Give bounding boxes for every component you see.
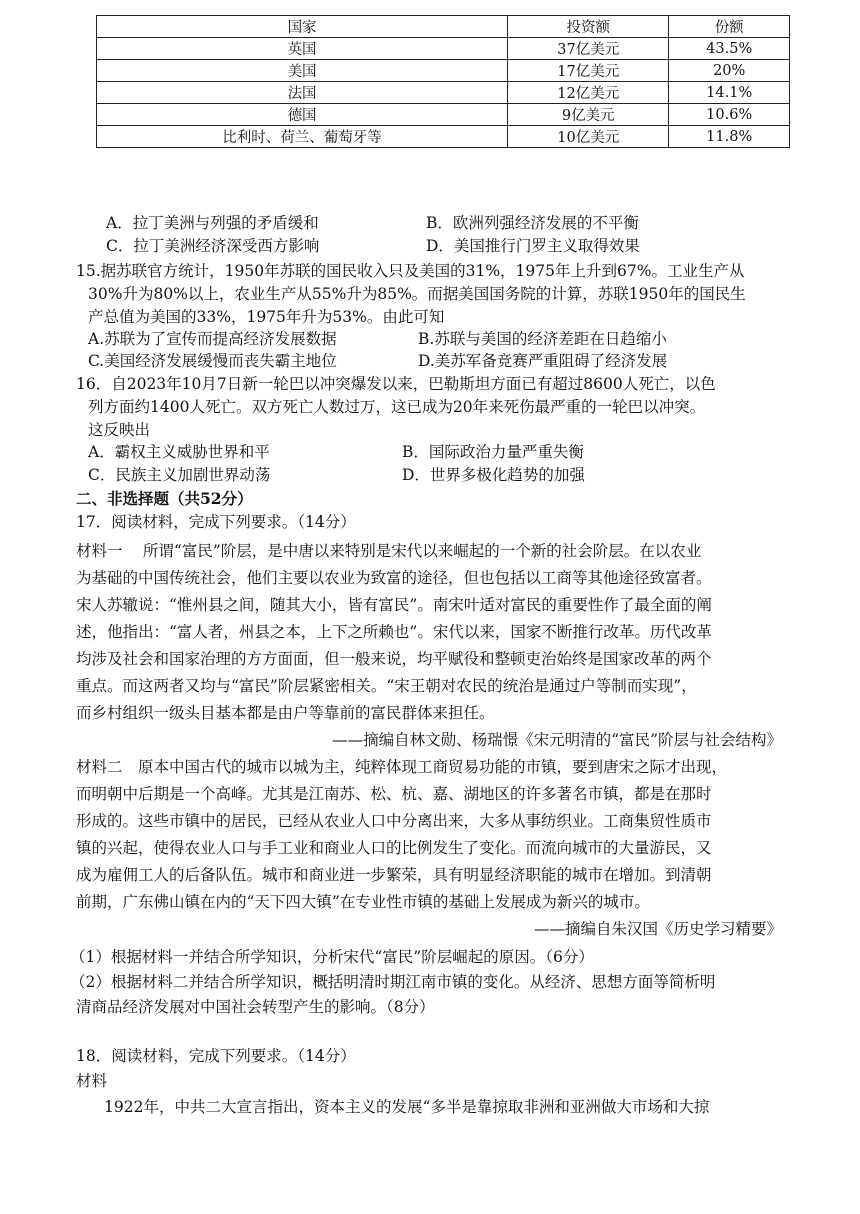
material-source: ——摘编自林文勋、杨瑞憬《宋元明清的“富民”阶层与社会结构》 <box>332 731 782 749</box>
cell-amount: 9亿美元 <box>508 104 669 126</box>
material-line: 而明朝中后期是一个高峰。尤其是江南苏、松、杭、嘉、湖地区的许多著名市镇，都是在那时 <box>76 785 712 803</box>
table-row <box>97 38 790 60</box>
q18-material-label: 材料 <box>76 1072 108 1090</box>
cell-share: 11.8% <box>669 126 790 148</box>
table-row <box>97 82 790 104</box>
cell-country: 法国 <box>97 82 508 104</box>
table-row <box>97 60 790 82</box>
cell-country: 美国 <box>97 60 508 82</box>
q16-stem-line: 16．自2023年10月7日新一轮巴以冲突爆发以来，巴勒斯坦方面已有超过8600人死亡，以色 <box>76 375 716 393</box>
q15-option-a: A.苏联为了宣传而提高经济发展数据 <box>88 330 337 348</box>
cell-amount: 12亿美元 <box>508 82 669 104</box>
q14-option-d: D．美国推行门罗主义取得效果 <box>426 237 640 255</box>
q16-option-b: B．国际政治力量严重失衡 <box>402 443 584 461</box>
material-line: 宋人苏辙说：“惟州县之间，随其大小，皆有富民”。南宋叶适对富民的重要性作了最全面的阐 <box>76 596 712 614</box>
material-line: 重点。而这两者又均与“富民”阶层紧密相关。“宋王朝对农民的统治是通过户等制而实现”， <box>76 677 697 695</box>
q16-option-a: A．霸权主义威胁世界和平 <box>88 443 270 461</box>
table-header-row <box>97 16 790 38</box>
investment-table <box>96 15 790 148</box>
material-line: 而乡村组织一级头目基本都是由户等靠前的富民群体来担任。 <box>76 704 495 722</box>
q14-option-a: A．拉丁美洲与列强的矛盾缓和 <box>106 214 319 232</box>
q15-stem-line: 30%升为80%以上，农业生产从55%升为85%。而据美国国务院的计算，苏联1950年的国民生 <box>88 285 746 303</box>
q16-stem-line: 列方面约1400人死亡。双方死亡人数过万，这已成为20年来死伤最严重的一轮巴以冲突。 <box>88 398 706 416</box>
material-source: ——摘编自朱汉国《历史学习精要》 <box>533 920 782 938</box>
material-line: 前期，广东佛山镇在内的“天下四大镇”在专业性市镇的基础上发展成为新兴的城市。 <box>76 893 650 911</box>
q15-option-c: C.美国经济发展缓慢而丧失霸主地位 <box>88 352 337 370</box>
table-row <box>97 104 790 126</box>
cell-amount: 17亿美元 <box>508 60 669 82</box>
table-row <box>97 126 790 148</box>
cell-share: 14.1% <box>669 82 790 104</box>
cell-amount: 10亿美元 <box>508 126 669 148</box>
header-amount: 投资额 <box>508 16 669 38</box>
requirement-line: （1）根据材料一并结合所学知识，分析宋代“富民”阶层崛起的原因。（6分） <box>70 948 594 966</box>
cell-amount: 37亿美元 <box>508 38 669 60</box>
q15-option-d: D.美苏军备竞赛严重阻碍了经济发展 <box>418 352 668 370</box>
cell-share: 43.5% <box>669 38 790 60</box>
section-title: 二、非选择题（共52分） <box>76 489 253 508</box>
q14-option-c: C．拉丁美洲经济深受西方影响 <box>106 237 320 255</box>
cell-country: 比利时、荷兰、葡萄牙等 <box>97 126 508 148</box>
material-line: 述，他指出：“富人者，州县之本，上下之所赖也”。宋代以来，国家不断推行改革。历代改革 <box>76 623 712 641</box>
q15-stem-line: 产总值为美国的33%，1975年升为53%。由此可知 <box>88 308 445 326</box>
q18-title: 18．阅读材料，完成下列要求。（14分） <box>76 1047 356 1065</box>
material-line: 镇的兴起，使得农业人口与手工业和商业人口的比例发生了变化。而流向城市的大量游民，又 <box>76 839 712 857</box>
material-line: 成为雇佣工人的后备队伍。城市和商业进一步繁荣，具有明显经济职能的城市在增加。到清朝 <box>76 866 712 884</box>
cell-share: 20% <box>669 60 790 82</box>
q16-option-d: D．世界多极化趋势的加强 <box>402 466 585 484</box>
cell-share: 10.6% <box>669 104 790 126</box>
material-line: 为基础的中国传统社会，他们主要以农业为致富的途径，但也包括以工商等其他途径致富者。 <box>76 569 712 587</box>
q16-stem-line: 这反映出 <box>88 421 151 439</box>
cell-country: 德国 <box>97 104 508 126</box>
cell-country: 英国 <box>97 38 508 60</box>
material-line: 1922年，中共二大宣言指出，资本主义的发展“多半是靠掠取非洲和亚洲做大市场和大掠 <box>104 1098 710 1116</box>
material-line: 均涉及社会和国家治理的方方面面，但一般来说，均平赋役和整顿吏治始终是国家改革的两个 <box>76 650 712 668</box>
header-country: 国家 <box>97 16 508 38</box>
q17-title: 17．阅读材料，完成下列要求。（14分） <box>76 513 356 531</box>
requirement-line: （2）根据材料二并结合所学知识，概括明清时期江南市镇的变化。从经济、思想方面等简析明 <box>70 973 716 991</box>
q16-option-c: C．民族主义加剧世界动荡 <box>88 466 271 484</box>
q15-stem-line: 15.据苏联官方统计，1950年苏联的国民收入只及美国的31%，1975年上升到67%。工业生产从 <box>76 262 745 280</box>
material-line: 材料一 所谓“富民”阶层，是中唐以来特别是宋代以来崛起的一个新的社会阶层。在以农业 <box>76 542 702 560</box>
q14-option-b: B．欧洲列强经济发展的不平衡 <box>426 214 639 232</box>
q15-option-b: B.苏联与美国的经济差距在日趋缩小 <box>418 330 667 348</box>
material-line: 材料二 原本中国古代的城市以城为主，纯粹体现工商贸易功能的市镇，要到唐宋之际才出现， <box>76 758 728 776</box>
header-share: 份额 <box>669 16 790 38</box>
requirement-line: 清商品经济发展对中国社会转型产生的影响。（8分） <box>76 998 435 1016</box>
material-line: 形成的。这些市镇中的居民，已经从农业人口中分离出来，大多从事纺织业。工商集贸性质市 <box>76 812 712 830</box>
